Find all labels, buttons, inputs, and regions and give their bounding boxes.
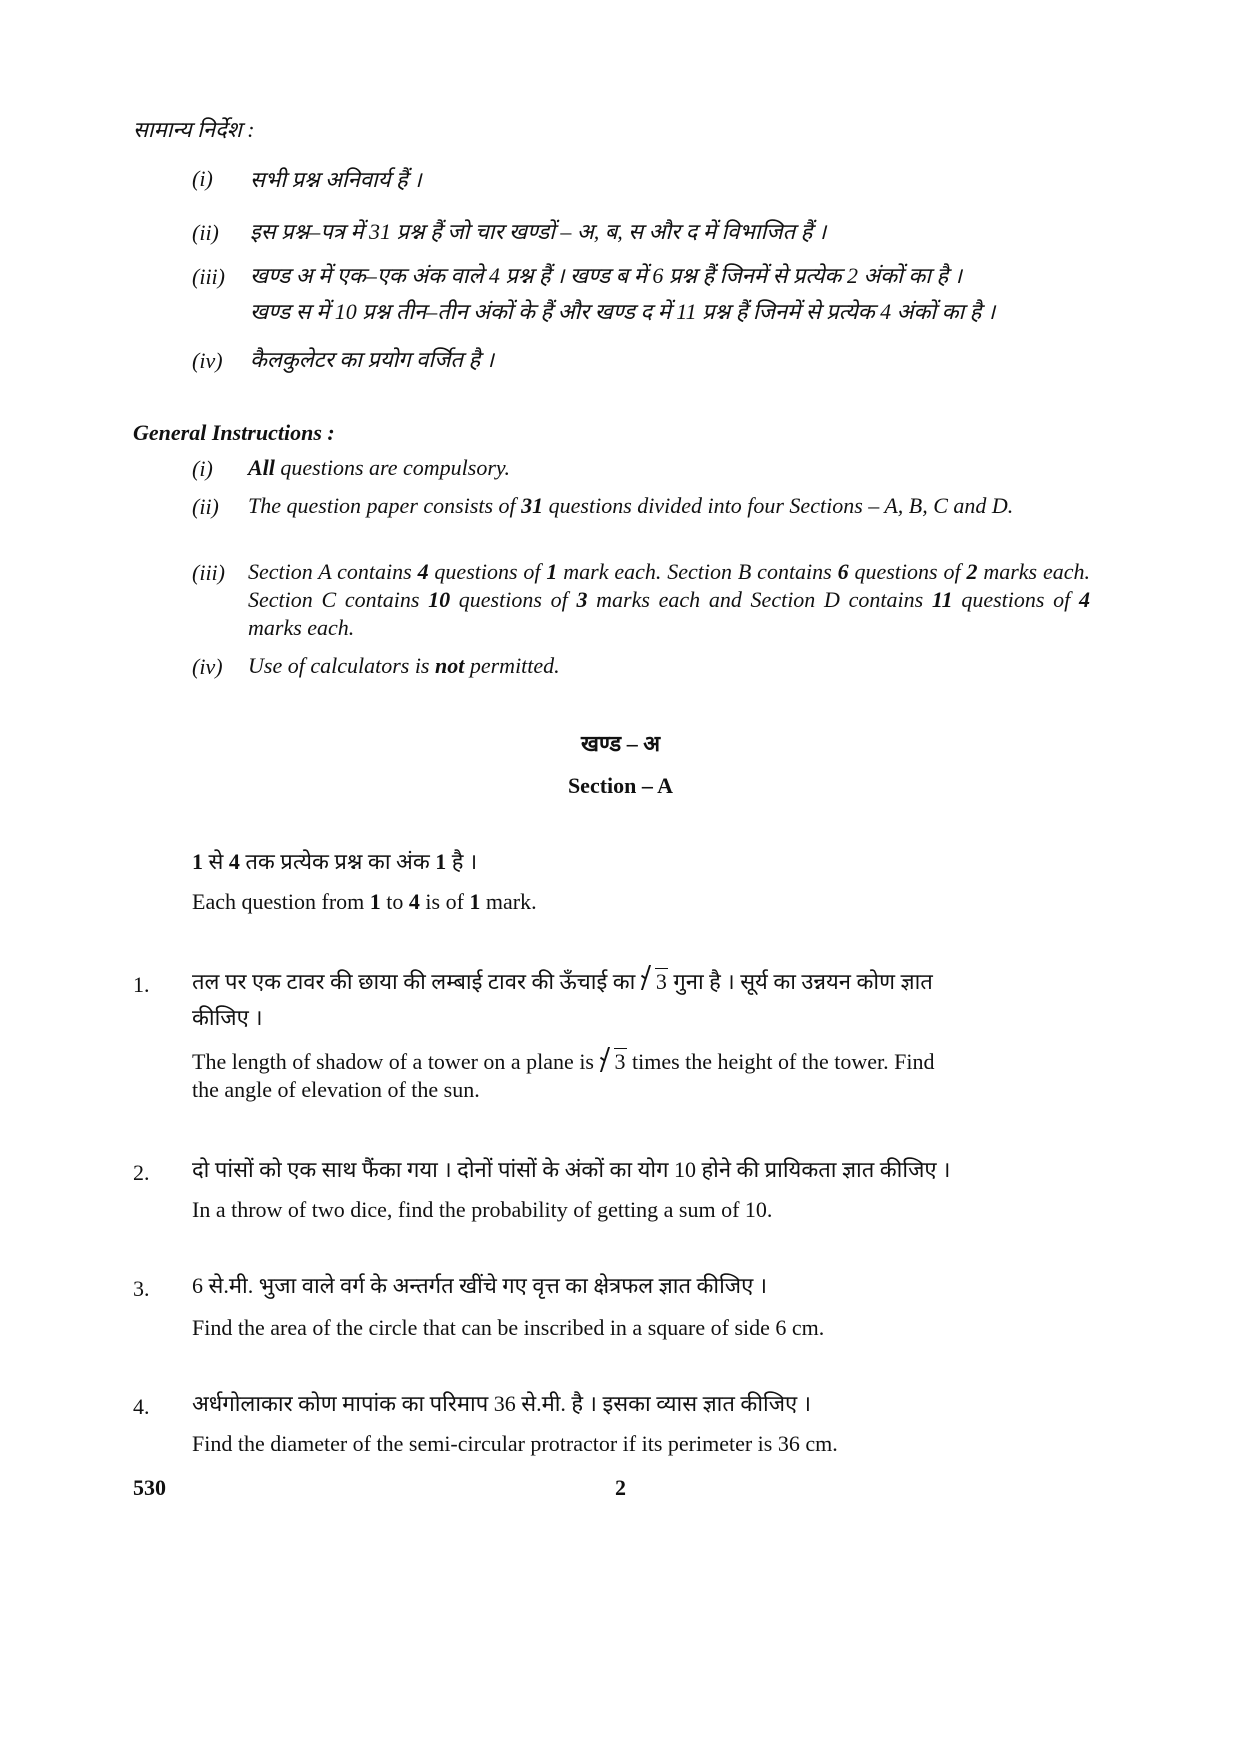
general-instructions-heading: General Instructions : (133, 420, 335, 445)
sqrt-symbol: 3 (600, 1048, 627, 1076)
hindi-instructions-heading: सामान्य निर्देश : (133, 117, 255, 142)
question-number: 4. (133, 1394, 150, 1419)
instruction-num: (iv) (192, 654, 223, 679)
section-title-hindi: खण्ड – अ (580, 731, 661, 756)
section-note-english: Each question from 1 to 4 is of 1 mark. (192, 889, 537, 914)
question-1-hindi: तल पर एक टावर की छाया की लम्बाई टावर की ऊँचाई का 3 गुना है । सूर्य का उन्नयन कोण ज्ञात (192, 966, 933, 998)
section-note-hindi: 1 से 4 तक प्रत्येक प्रश्न का अंक 1 है । (192, 849, 478, 874)
question-number: 2. (133, 1160, 150, 1185)
page-number: 2 (615, 1475, 626, 1500)
question-number: 3. (133, 1276, 150, 1301)
instruction-num: (ii) (192, 494, 219, 519)
hindi-item-text: खण्ड स में 10 प्रश्न तीन–तीन अंकों के हैं और खण्ड द में 11 प्रश्न हैं जिनमें से प्रत्येक 4 अंकों का है । (250, 299, 996, 324)
hindi-item-text: खण्ड अ में एक–एक अंक वाले 4 प्रश्न हैं । खण्ड ब में 6 प्रश्न हैं जिनमें से प्रत्येक 2 अंकों का है । (250, 263, 962, 288)
question-number: 1. (133, 972, 150, 997)
question-4-english: Find the diameter of the semi-circular protractor if its perimeter is 36 cm. (192, 1431, 838, 1456)
hindi-item-text: कैलकुलेटर का प्रयोग वर्जित है । (250, 347, 494, 372)
question-1-hindi-line2: कीजिए । (192, 1005, 263, 1030)
section-title-english: Section – A (567, 773, 674, 798)
hindi-item-num: (i) (192, 166, 213, 191)
question-4-hindi: अर्धगोलाकार कोण मापांक का परिमाप 36 से.मी. है । इसका व्यास ज्ञात कीजिए । (192, 1391, 812, 1416)
instruction-text: The question paper consists of 31 questions divided into four Sections – A, B, C and D. (248, 493, 1014, 518)
instruction-num: (iii) (192, 560, 225, 585)
question-1-english-line2: the angle of elevation of the sun. (192, 1077, 480, 1102)
paper-code: 530 (133, 1475, 166, 1500)
hindi-item-text: इस प्रश्न–पत्र में 31 प्रश्न हैं जो चार खण्डों – अ, ब, स और द में विभाजित हैं । (250, 219, 827, 244)
hindi-item-text: सभी प्रश्न अनिवार्य हैं । (250, 167, 422, 192)
hindi-item-num: (iv) (192, 348, 223, 373)
question-2-hindi: दो पांसों को एक साथ फैंका गया । दोनों पांसों के अंकों का योग 10 होने की प्रायिकता ज्ञात कीजिए । (192, 1157, 951, 1182)
instruction-text: Use of calculators is not permitted. (248, 653, 560, 678)
instruction-num: (i) (192, 456, 213, 481)
sqrt-symbol: 3 (641, 966, 668, 998)
hindi-item-num: (ii) (192, 220, 219, 245)
hindi-item-num: (iii) (192, 264, 225, 289)
question-1-english: The length of shadow of a tower on a plane is 3 times the height of the tower. Find (192, 1049, 935, 1074)
instruction-text: All questions are compulsory. (248, 455, 510, 480)
question-2-english: In a throw of two dice, find the probability of getting a sum of 10. (192, 1197, 773, 1222)
question-3-english: Find the area of the circle that can be inscribed in a square of side 6 cm. (192, 1315, 825, 1340)
question-3-hindi: 6 से.मी. भुजा वाले वर्ग के अन्तर्गत खींचे गए वृत्त का क्षेत्रफल ज्ञात कीजिए । (192, 1273, 768, 1298)
instruction-text: Section A contains 4 questions of 1 mark each. Section B contains 6 questions of 2 marks each. Section C contains 10 questions of 3 marks each and Section D contains 11 questions of 4 marks each. (248, 559, 1090, 640)
